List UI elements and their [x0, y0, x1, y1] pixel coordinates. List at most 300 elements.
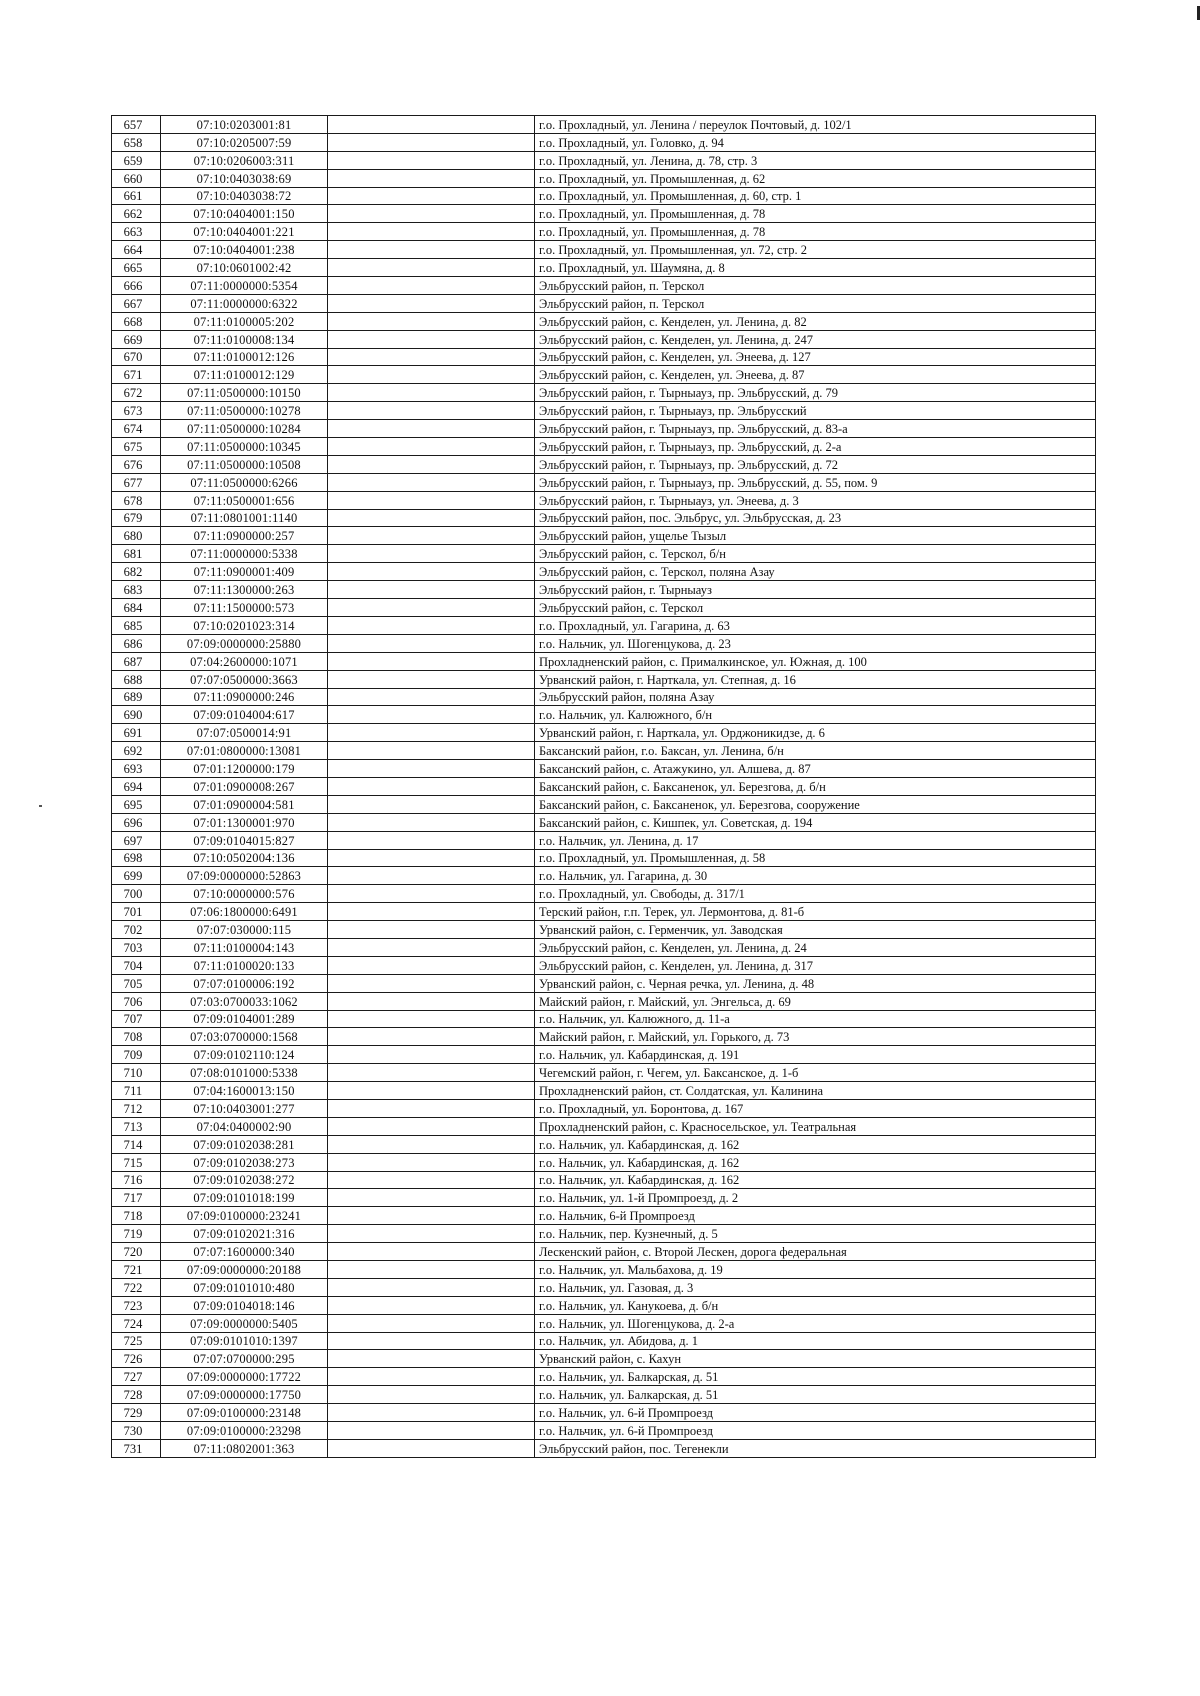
row-number-cell: 672 [112, 384, 161, 402]
address-cell: г.о. Прохладный, ул. Ленина / переулок Почтовый, д. 102/1 [535, 116, 1096, 134]
cadastral-number-cell: 07:11:0900000:257 [161, 527, 328, 545]
cadastral-number-cell: 07:09:0100000:23241 [161, 1207, 328, 1225]
cadastral-number-cell: 07:10:0201023:314 [161, 616, 328, 634]
cadastral-number-cell: 07:10:0404001:238 [161, 241, 328, 259]
address-cell: г.о. Прохладный, ул. Шаумяна, д. 8 [535, 259, 1096, 277]
table-row [112, 1422, 1096, 1440]
table-row [112, 1064, 1096, 1082]
row-number-cell: 696 [112, 813, 161, 831]
table-row [112, 402, 1096, 420]
address-cell: Прохладненский район, с. Прималкинское, ул. Южная, д. 100 [535, 652, 1096, 670]
cadastral-number-cell: 07:10:0404001:221 [161, 223, 328, 241]
row-number-cell: 669 [112, 330, 161, 348]
address-cell: г.о. Прохладный, ул. Промышленная, ул. 72, стр. 2 [535, 241, 1096, 259]
scan-dust-mark [39, 805, 42, 807]
table-row [112, 599, 1096, 617]
row-number-cell: 699 [112, 867, 161, 885]
empty-cell-cell [328, 742, 535, 760]
row-number-cell: 730 [112, 1422, 161, 1440]
cadastral-number-cell: 07:09:0101010:480 [161, 1278, 328, 1296]
address-cell: Эльбрусский район, с. Терскол, б/н [535, 545, 1096, 563]
table-row [112, 831, 1096, 849]
empty-cell-cell [328, 402, 535, 420]
address-cell: г.о. Нальчик, ул. 1-й Промпроезд, д. 2 [535, 1189, 1096, 1207]
address-cell: Эльбрусский район, г. Тырныауз, пр. Эльбрусский, д. 72 [535, 455, 1096, 473]
address-cell: г.о. Нальчик, ул. Абидова, д. 1 [535, 1332, 1096, 1350]
cadastral-number-cell: 07:09:0000000:17722 [161, 1368, 328, 1386]
table-row [112, 1099, 1096, 1117]
row-number-cell: 713 [112, 1117, 161, 1135]
table-row [112, 795, 1096, 813]
address-cell: г.о. Прохладный, ул. Промышленная, д. 58 [535, 849, 1096, 867]
empty-cell-cell [328, 974, 535, 992]
address-cell: Баксанский район, с. Кишпек, ул. Советская, д. 194 [535, 813, 1096, 831]
table-row [112, 992, 1096, 1010]
row-number-cell: 682 [112, 563, 161, 581]
table-row [112, 1135, 1096, 1153]
empty-cell-cell [328, 277, 535, 295]
cadastral-number-cell: 07:11:0100012:129 [161, 366, 328, 384]
table-row [112, 330, 1096, 348]
row-number-cell: 721 [112, 1261, 161, 1279]
cadastral-number-cell: 07:09:0101018:199 [161, 1189, 328, 1207]
cadastral-number-cell: 07:11:1300000:263 [161, 581, 328, 599]
address-cell: Лескенский район, с. Второй Лескен, дорога федеральная [535, 1243, 1096, 1261]
cadastral-number-cell: 07:09:0102021:316 [161, 1225, 328, 1243]
table-row [112, 438, 1096, 456]
address-cell: Эльбрусский район, пос. Эльбрус, ул. Эльбрусская, д. 23 [535, 509, 1096, 527]
address-cell: г.о. Нальчик, ул. Кабардинская, д. 162 [535, 1153, 1096, 1171]
row-number-cell: 694 [112, 777, 161, 795]
address-cell: г.о. Нальчик, ул. 6-й Промпроезд [535, 1404, 1096, 1422]
table-row [112, 581, 1096, 599]
address-cell: Баксанский район, г.о. Баксан, ул. Ленина, б/н [535, 742, 1096, 760]
row-number-cell: 698 [112, 849, 161, 867]
table-row [112, 151, 1096, 169]
row-number-cell: 666 [112, 277, 161, 295]
empty-cell-cell [328, 384, 535, 402]
cadastral-number-cell: 07:03:0700033:1062 [161, 992, 328, 1010]
property-table-body [112, 116, 1096, 1458]
empty-cell-cell [328, 1153, 535, 1171]
address-cell: г.о. Прохладный, ул. Ленина, д. 78, стр. 3 [535, 151, 1096, 169]
empty-cell-cell [328, 1278, 535, 1296]
cadastral-number-cell: 07:11:0100005:202 [161, 312, 328, 330]
row-number-cell: 660 [112, 169, 161, 187]
address-cell: Эльбрусский район, с. Кенделен, ул. Ленина, д. 247 [535, 330, 1096, 348]
empty-cell-cell [328, 1189, 535, 1207]
row-number-cell: 704 [112, 956, 161, 974]
cadastral-number-cell: 07:01:0900008:267 [161, 777, 328, 795]
address-cell: г.о. Нальчик, 6-й Промпроезд [535, 1207, 1096, 1225]
cadastral-number-cell: 07:11:0000000:5354 [161, 277, 328, 295]
empty-cell-cell [328, 133, 535, 151]
empty-cell-cell [328, 1010, 535, 1028]
row-number-cell: 680 [112, 527, 161, 545]
address-cell: Эльбрусский район, г. Тырныауз, пр. Эльбрусский, д. 55, пом. 9 [535, 473, 1096, 491]
table-row [112, 563, 1096, 581]
row-number-cell: 665 [112, 259, 161, 277]
address-cell: г.о. Нальчик, ул. Газовая, д. 3 [535, 1278, 1096, 1296]
row-number-cell: 728 [112, 1386, 161, 1404]
row-number-cell: 695 [112, 795, 161, 813]
address-cell: Баксанский район, с. Атажукино, ул. Алшева, д. 87 [535, 760, 1096, 778]
empty-cell-cell [328, 1082, 535, 1100]
empty-cell-cell [328, 151, 535, 169]
address-cell: Чегемский район, г. Чегем, ул. Баксанское, д. 1-б [535, 1064, 1096, 1082]
table-row [112, 974, 1096, 992]
row-number-cell: 731 [112, 1439, 161, 1457]
cadastral-number-cell: 07:09:0104001:289 [161, 1010, 328, 1028]
empty-cell-cell [328, 670, 535, 688]
address-cell: г.о. Нальчик, ул. Шогенцукова, д. 23 [535, 634, 1096, 652]
empty-cell-cell [328, 1296, 535, 1314]
row-number-cell: 690 [112, 706, 161, 724]
row-number-cell: 726 [112, 1350, 161, 1368]
row-number-cell: 700 [112, 885, 161, 903]
table-row [112, 259, 1096, 277]
cadastral-number-cell: 07:09:0000000:20188 [161, 1261, 328, 1279]
table-row [112, 420, 1096, 438]
cadastral-number-cell: 07:09:0100000:23148 [161, 1404, 328, 1422]
table-row [112, 1350, 1096, 1368]
property-table [111, 115, 1096, 1458]
row-number-cell: 691 [112, 724, 161, 742]
row-number-cell: 673 [112, 402, 161, 420]
table-row [112, 956, 1096, 974]
cadastral-number-cell: 07:11:0000000:6322 [161, 294, 328, 312]
empty-cell-cell [328, 348, 535, 366]
empty-cell-cell [328, 1350, 535, 1368]
row-number-cell: 705 [112, 974, 161, 992]
empty-cell-cell [328, 724, 535, 742]
row-number-cell: 687 [112, 652, 161, 670]
cadastral-number-cell: 07:09:0102038:281 [161, 1135, 328, 1153]
cadastral-number-cell: 07:10:0403001:277 [161, 1099, 328, 1117]
row-number-cell: 709 [112, 1046, 161, 1064]
row-number-cell: 710 [112, 1064, 161, 1082]
address-cell: г.о. Прохладный, ул. Свободы, д. 317/1 [535, 885, 1096, 903]
table-row [112, 652, 1096, 670]
row-number-cell: 677 [112, 473, 161, 491]
address-cell: Эльбрусский район, г. Тырныауз, ул. Энеева, д. 3 [535, 491, 1096, 509]
row-number-cell: 706 [112, 992, 161, 1010]
cadastral-number-cell: 07:11:0500001:656 [161, 491, 328, 509]
row-number-cell: 703 [112, 938, 161, 956]
table-row [112, 277, 1096, 295]
cadastral-number-cell: 07:11:0000000:5338 [161, 545, 328, 563]
table-row [112, 777, 1096, 795]
table-row [112, 813, 1096, 831]
row-number-cell: 684 [112, 599, 161, 617]
empty-cell-cell [328, 616, 535, 634]
cadastral-number-cell: 07:09:0000000:52863 [161, 867, 328, 885]
cadastral-number-cell: 07:11:0100012:126 [161, 348, 328, 366]
cadastral-number-cell: 07:01:0900004:581 [161, 795, 328, 813]
table-row [112, 849, 1096, 867]
table-row [112, 1225, 1096, 1243]
cadastral-number-cell: 07:11:0900000:246 [161, 688, 328, 706]
cadastral-number-cell: 07:11:0900001:409 [161, 563, 328, 581]
empty-cell-cell [328, 1046, 535, 1064]
empty-cell-cell [328, 223, 535, 241]
address-cell: г.о. Нальчик, ул. Шогенцукова, д. 2-а [535, 1314, 1096, 1332]
empty-cell-cell [328, 1243, 535, 1261]
row-number-cell: 697 [112, 831, 161, 849]
empty-cell-cell [328, 688, 535, 706]
row-number-cell: 724 [112, 1314, 161, 1332]
row-number-cell: 707 [112, 1010, 161, 1028]
table-row [112, 1153, 1096, 1171]
address-cell: г.о. Нальчик, ул. Ленина, д. 17 [535, 831, 1096, 849]
address-cell: г.о. Нальчик, пер. Кузнечный, д. 5 [535, 1225, 1096, 1243]
address-cell: Эльбрусский район, п. Терскол [535, 277, 1096, 295]
address-cell: Баксанский район, с. Баксаненок, ул. Березгова, сооружение [535, 795, 1096, 813]
table-row [112, 527, 1096, 545]
table-row [112, 688, 1096, 706]
table-row [112, 294, 1096, 312]
cadastral-number-cell: 07:11:0801001:1140 [161, 509, 328, 527]
empty-cell-cell [328, 831, 535, 849]
row-number-cell: 723 [112, 1296, 161, 1314]
address-cell: г.о. Нальчик, ул. Канукоева, д. б/н [535, 1296, 1096, 1314]
address-cell: г.о. Нальчик, ул. Балкарская, д. 51 [535, 1368, 1096, 1386]
empty-cell-cell [328, 956, 535, 974]
cadastral-number-cell: 07:11:0802001:363 [161, 1439, 328, 1457]
address-cell: Майский район, г. Майский, ул. Горького, д. 73 [535, 1028, 1096, 1046]
table-row [112, 1189, 1096, 1207]
table-row [112, 455, 1096, 473]
table-row [112, 706, 1096, 724]
cadastral-number-cell: 07:11:0500000:10284 [161, 420, 328, 438]
table-row [112, 921, 1096, 939]
table-row [112, 223, 1096, 241]
address-cell: г.о. Прохладный, ул. Промышленная, д. 62 [535, 169, 1096, 187]
empty-cell-cell [328, 187, 535, 205]
cadastral-number-cell: 07:09:0000000:17750 [161, 1386, 328, 1404]
address-cell: г.о. Нальчик, ул. Кабардинская, д. 162 [535, 1135, 1096, 1153]
table-row [112, 1404, 1096, 1422]
cadastral-number-cell: 07:09:0104004:617 [161, 706, 328, 724]
cadastral-number-cell: 07:08:0101000:5338 [161, 1064, 328, 1082]
empty-cell-cell [328, 205, 535, 223]
address-cell: г.о. Нальчик, ул. Гагарина, д. 30 [535, 867, 1096, 885]
table-row [112, 742, 1096, 760]
cadastral-number-cell: 07:10:0502004:136 [161, 849, 328, 867]
row-number-cell: 686 [112, 634, 161, 652]
empty-cell-cell [328, 706, 535, 724]
cadastral-number-cell: 07:01:1200000:179 [161, 760, 328, 778]
cadastral-number-cell: 07:10:0403038:72 [161, 187, 328, 205]
row-number-cell: 720 [112, 1243, 161, 1261]
address-cell: г.о. Нальчик, ул. Калюжного, б/н [535, 706, 1096, 724]
empty-cell-cell [328, 903, 535, 921]
cadastral-number-cell: 07:04:2600000:1071 [161, 652, 328, 670]
cadastral-number-cell: 07:07:030000:115 [161, 921, 328, 939]
row-number-cell: 725 [112, 1332, 161, 1350]
cadastral-number-cell: 07:06:1800000:6491 [161, 903, 328, 921]
cadastral-number-cell: 07:09:0102038:273 [161, 1153, 328, 1171]
row-number-cell: 714 [112, 1135, 161, 1153]
table-row [112, 1010, 1096, 1028]
cadastral-number-cell: 07:09:0102038:272 [161, 1171, 328, 1189]
table-row [112, 169, 1096, 187]
row-number-cell: 702 [112, 921, 161, 939]
cadastral-number-cell: 07:11:0100004:143 [161, 938, 328, 956]
address-cell: г.о. Прохладный, ул. Промышленная, д. 78 [535, 223, 1096, 241]
address-cell: Эльбрусский район, пос. Тегенекли [535, 1439, 1096, 1457]
address-cell: Майский район, г. Майский, ул. Энгельса, д. 69 [535, 992, 1096, 1010]
row-number-cell: 658 [112, 133, 161, 151]
empty-cell-cell [328, 1332, 535, 1350]
empty-cell-cell [328, 1099, 535, 1117]
row-number-cell: 683 [112, 581, 161, 599]
table-row [112, 867, 1096, 885]
row-number-cell: 676 [112, 455, 161, 473]
empty-cell-cell [328, 813, 535, 831]
address-cell: Баксанский район, с. Баксаненок, ул. Березгова, д. б/н [535, 777, 1096, 795]
empty-cell-cell [328, 241, 535, 259]
table-row [112, 1261, 1096, 1279]
table-row [112, 384, 1096, 402]
empty-cell-cell [328, 259, 535, 277]
row-number-cell: 685 [112, 616, 161, 634]
row-number-cell: 716 [112, 1171, 161, 1189]
empty-cell-cell [328, 1171, 535, 1189]
table-row [112, 1314, 1096, 1332]
empty-cell-cell [328, 438, 535, 456]
row-number-cell: 717 [112, 1189, 161, 1207]
table-row [112, 885, 1096, 903]
empty-cell-cell [328, 455, 535, 473]
row-number-cell: 678 [112, 491, 161, 509]
address-cell: Эльбрусский район, с. Кенделен, ул. Ленина, д. 24 [535, 938, 1096, 956]
empty-cell-cell [328, 1439, 535, 1457]
table-row [112, 1368, 1096, 1386]
cadastral-number-cell: 07:09:0102110:124 [161, 1046, 328, 1064]
row-number-cell: 722 [112, 1278, 161, 1296]
empty-cell-cell [328, 1422, 535, 1440]
table-row [112, 616, 1096, 634]
cadastral-number-cell: 07:11:1500000:573 [161, 599, 328, 617]
cadastral-number-cell: 07:10:0206003:311 [161, 151, 328, 169]
cadastral-number-cell: 07:10:0203001:81 [161, 116, 328, 134]
empty-cell-cell [328, 867, 535, 885]
row-number-cell: 664 [112, 241, 161, 259]
address-cell: Эльбрусский район, г. Тырныауз, пр. Эльбрусский, д. 79 [535, 384, 1096, 402]
address-cell: г.о. Прохладный, ул. Промышленная, д. 78 [535, 205, 1096, 223]
cadastral-number-cell: 07:11:0500000:6266 [161, 473, 328, 491]
row-number-cell: 689 [112, 688, 161, 706]
cadastral-number-cell: 07:09:0101010:1397 [161, 1332, 328, 1350]
empty-cell-cell [328, 921, 535, 939]
empty-cell-cell [328, 545, 535, 563]
address-cell: г.о. Прохладный, ул. Промышленная, д. 60, стр. 1 [535, 187, 1096, 205]
row-number-cell: 668 [112, 312, 161, 330]
empty-cell-cell [328, 1368, 535, 1386]
address-cell: Урванский район, с. Черная речка, ул. Ленина, д. 48 [535, 974, 1096, 992]
row-number-cell: 670 [112, 348, 161, 366]
address-cell: Прохладненский район, ст. Солдатская, ул. Калинина [535, 1082, 1096, 1100]
table-row [112, 634, 1096, 652]
address-cell: Эльбрусский район, с. Кенделен, ул. Энеева, д. 127 [535, 348, 1096, 366]
empty-cell-cell [328, 1117, 535, 1135]
empty-cell-cell [328, 420, 535, 438]
empty-cell-cell [328, 885, 535, 903]
table-row [112, 1171, 1096, 1189]
table-row [112, 1386, 1096, 1404]
cadastral-number-cell: 07:04:0400002:90 [161, 1117, 328, 1135]
table-row [112, 133, 1096, 151]
table-row [112, 670, 1096, 688]
empty-cell-cell [328, 599, 535, 617]
empty-cell-cell [328, 1261, 535, 1279]
address-cell: г.о. Нальчик, ул. Кабардинская, д. 162 [535, 1171, 1096, 1189]
row-number-cell: 718 [112, 1207, 161, 1225]
table-row [112, 366, 1096, 384]
empty-cell-cell [328, 116, 535, 134]
address-cell: Эльбрусский район, с. Кенделен, ул. Энеева, д. 87 [535, 366, 1096, 384]
empty-cell-cell [328, 312, 535, 330]
row-number-cell: 667 [112, 294, 161, 312]
row-number-cell: 727 [112, 1368, 161, 1386]
table-row [112, 187, 1096, 205]
cadastral-number-cell: 07:11:0500000:10508 [161, 455, 328, 473]
row-number-cell: 663 [112, 223, 161, 241]
table-row [112, 1243, 1096, 1261]
table-row [112, 1082, 1096, 1100]
empty-cell-cell [328, 169, 535, 187]
cadastral-number-cell: 07:10:0403038:69 [161, 169, 328, 187]
empty-cell-cell [328, 491, 535, 509]
address-cell: Эльбрусский район, г. Тырныауз, пр. Эльбрусский, д. 83-а [535, 420, 1096, 438]
empty-cell-cell [328, 1207, 535, 1225]
table-row [112, 1439, 1096, 1457]
table-row [112, 1046, 1096, 1064]
table-row [112, 473, 1096, 491]
cadastral-number-cell: 07:09:0000000:5405 [161, 1314, 328, 1332]
table-row [112, 1117, 1096, 1135]
cadastral-number-cell: 07:10:0000000:576 [161, 885, 328, 903]
row-number-cell: 674 [112, 420, 161, 438]
row-number-cell: 657 [112, 116, 161, 134]
empty-cell-cell [328, 1404, 535, 1422]
table-row [112, 760, 1096, 778]
row-number-cell: 693 [112, 760, 161, 778]
empty-cell-cell [328, 509, 535, 527]
address-cell: Эльбрусский район, ущелье Тызыл [535, 527, 1096, 545]
table-row [112, 1028, 1096, 1046]
cadastral-number-cell: 07:07:0100006:192 [161, 974, 328, 992]
address-cell: Эльбрусский район, г. Тырныауз [535, 581, 1096, 599]
empty-cell-cell [328, 777, 535, 795]
address-cell: Эльбрусский район, поляна Азау [535, 688, 1096, 706]
cadastral-number-cell: 07:11:0500000:10345 [161, 438, 328, 456]
address-cell: Эльбрусский район, п. Терскол [535, 294, 1096, 312]
cadastral-number-cell: 07:11:0500000:10278 [161, 402, 328, 420]
empty-cell-cell [328, 795, 535, 813]
cadastral-number-cell: 07:07:0500014:91 [161, 724, 328, 742]
table-row [112, 116, 1096, 134]
row-number-cell: 692 [112, 742, 161, 760]
address-cell: Прохладненский район, с. Красносельское, ул. Театральная [535, 1117, 1096, 1135]
row-number-cell: 719 [112, 1225, 161, 1243]
table-row [112, 545, 1096, 563]
row-number-cell: 661 [112, 187, 161, 205]
table-row [112, 903, 1096, 921]
row-number-cell: 715 [112, 1153, 161, 1171]
address-cell: г.о. Нальчик, ул. Кабардинская, д. 191 [535, 1046, 1096, 1064]
